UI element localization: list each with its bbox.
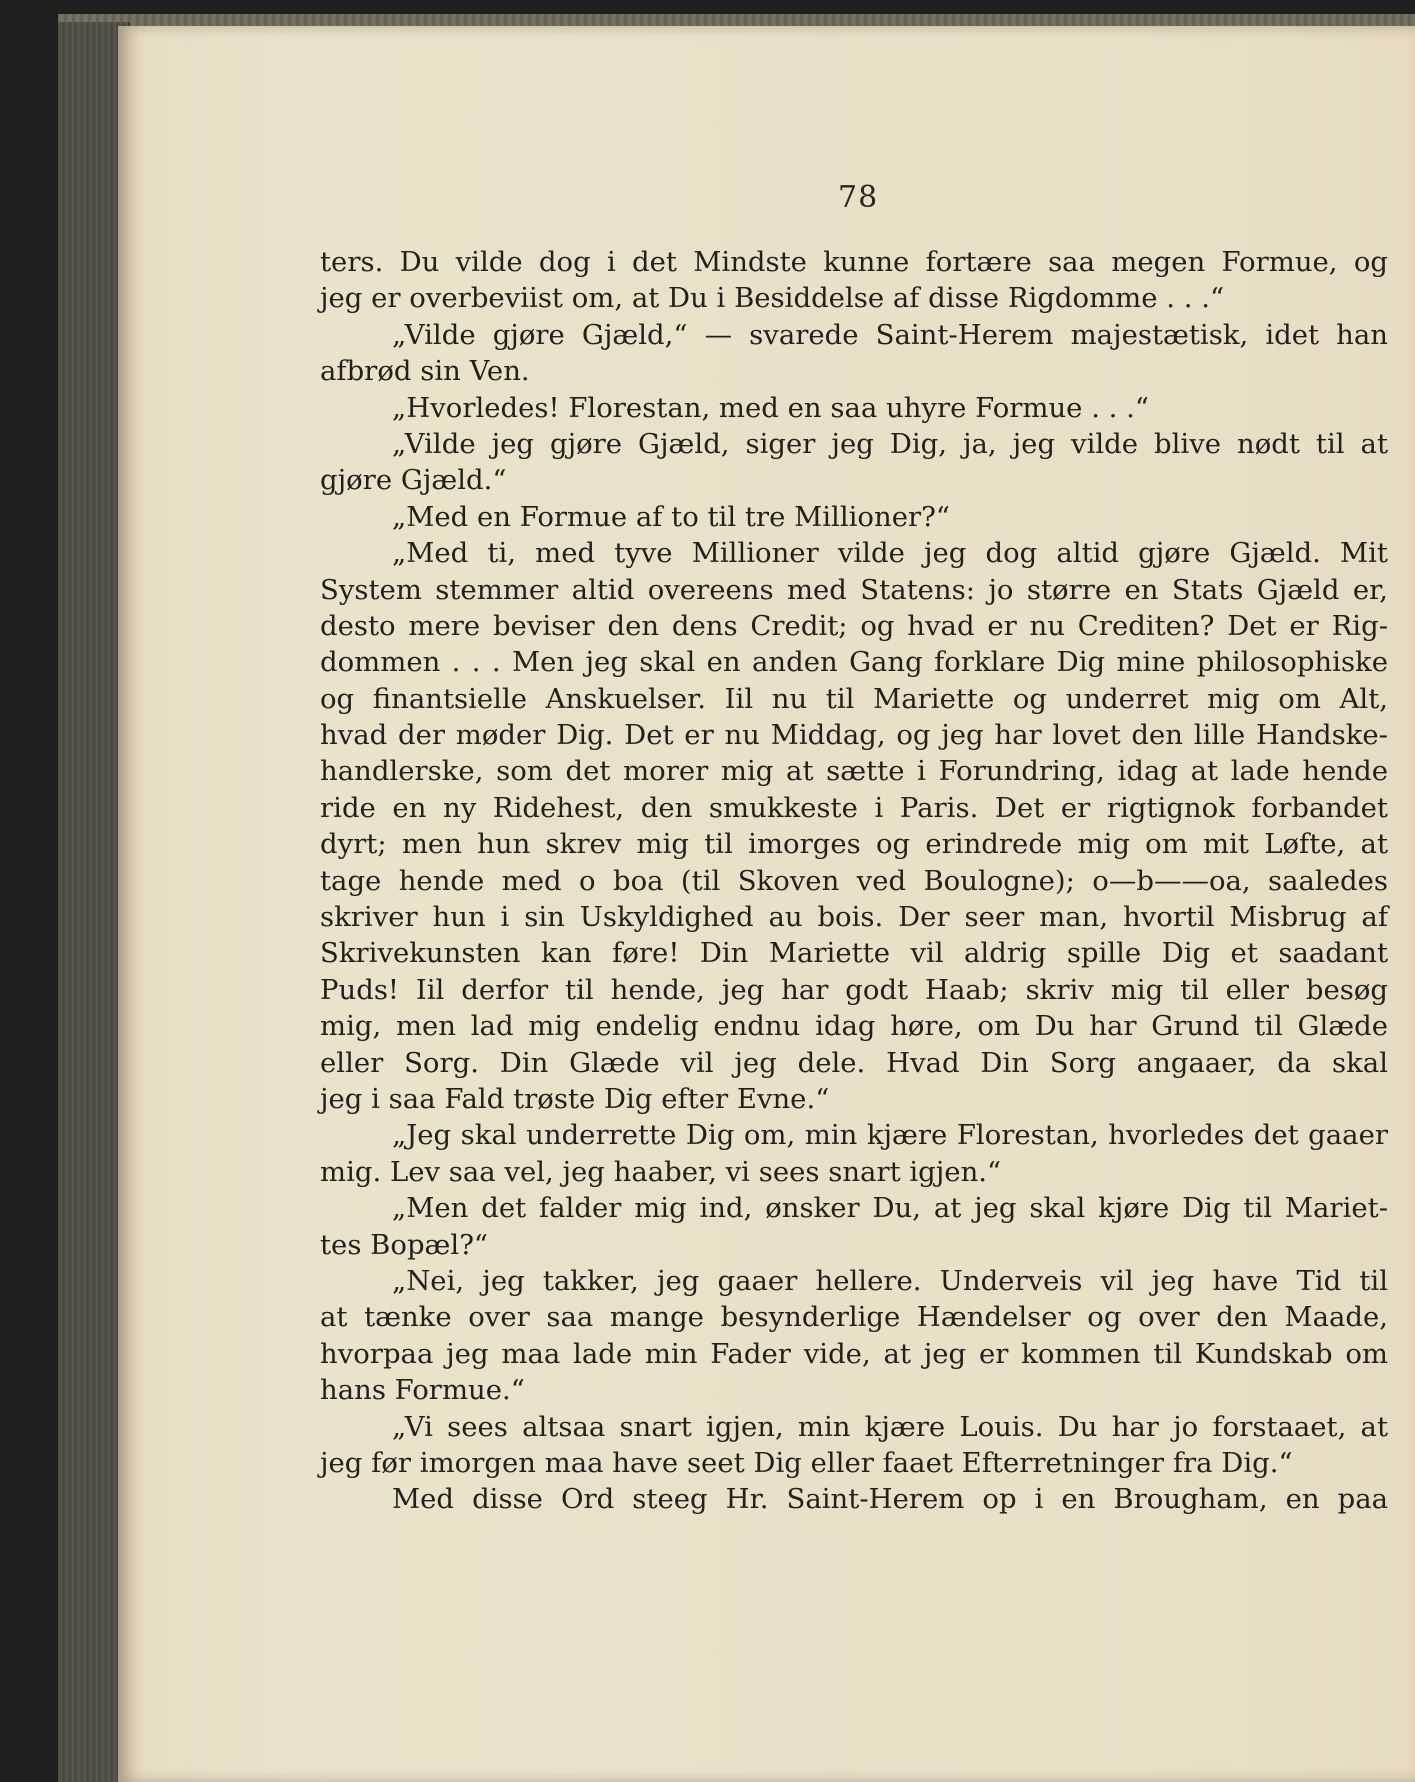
text-line: at tænke over saa mange besynderlige Hændelser og over den Maade, — [320, 1301, 1388, 1334]
text-line: „Jeg skal underrette Dig om, min kjære Florestan, hvorledes det gaaer — [392, 1119, 1388, 1152]
text-line: mig, men lad mig endelig endnu idag høre, om Du har Grund til Glæde — [320, 1010, 1388, 1043]
text-line: dyrt; men hun skrev mig til imorges og erindrede mig om mit Løfte, at — [320, 828, 1388, 861]
text-line: tes Bopæl?“ — [320, 1228, 488, 1261]
text-line: „Med en Formue af to til tre Millioner?“ — [392, 500, 950, 533]
text-line: skriver hun i sin Uskyldighed au bois. Der seer man, hvortil Misbrug af — [320, 901, 1388, 934]
body-text — [320, 244, 1388, 1518]
text-line: desto mere beviser den dens Credit; og hvad er nu Crediten? Det er Rig- — [320, 609, 1388, 642]
text-line: „Nei, jeg takker, jeg gaaer hellere. Underveis vil jeg have Tid til — [392, 1264, 1388, 1297]
text-line: ters. Du vilde dog i det Mindste kunne fortære saa megen Formue, og — [320, 246, 1388, 278]
text-line: hans Formue.“ — [320, 1374, 525, 1407]
text-line: Med disse Ord steeg Hr. Saint-Herem op i en Brougham, en paa — [392, 1483, 1388, 1516]
text-line: dommen . . . Men jeg skal en anden Gang forklare Dig mine philosophiske — [320, 646, 1388, 679]
text-line: handlerske, som det morer mig at sætte i Forundring, idag at lade hende — [320, 755, 1388, 788]
text-line: jeg er overbeviist om, at Du i Besiddelse af disse Rigdomme . . .“ — [320, 282, 1225, 315]
text-line: Skrivekunsten kan føre! Din Mariette vil aldrig spille Dig et saadant — [320, 937, 1388, 970]
text-line: „Hvorledes! Florestan, med en saa uhyre Formue . . .“ — [392, 391, 1149, 424]
text-line: ride en ny Ridehest, den smukkeste i Paris. Det er rigtignok forbandet — [320, 791, 1388, 824]
text-line: hvorpaa jeg maa lade min Fader vide, at jeg er kommen til Kundskab om — [320, 1337, 1388, 1370]
page-number: 78 — [838, 180, 879, 215]
text-line: afbrød sin Ven. — [320, 355, 530, 388]
text-line: „Med ti, med tyve Millioner vilde jeg dog altid gjøre Gjæld. Mit — [392, 537, 1388, 570]
text-line: eller Sorg. Din Glæde vil jeg dele. Hvad Din Sorg angaaer, da skal — [320, 1046, 1388, 1079]
text-line: jeg i saa Fald trøste Dig efter Evne.“ — [320, 1082, 830, 1115]
text-line: gjøre Gjæld.“ — [320, 464, 507, 497]
text-line: Puds! Iil derfor til hende, jeg har godt Haab; skriv mig til eller besøg — [320, 973, 1388, 1006]
text-line: „Men det falder mig ind, ønsker Du, at jeg skal kjøre Dig til Mariet- — [392, 1192, 1388, 1225]
text-line: mig. Lev saa vel, jeg haaber, vi sees snart igjen.“ — [320, 1155, 1002, 1188]
text-line: jeg før imorgen maa have seet Dig eller faaet Efterretninger fra Dig.“ — [320, 1446, 1293, 1479]
text-line: „Vilde jeg gjøre Gjæld, siger jeg Dig, ja, jeg vilde blive nødt til at — [392, 427, 1388, 460]
text-line: tage hende med o boa (til Skoven ved Boulogne); o—b——oa, saaledes — [320, 864, 1388, 897]
text-line: og finantsielle Anskuelser. Iil nu til Mariette og underret mig om Alt, — [320, 682, 1388, 715]
text-line: System stemmer altid overeens med Statens: jo større en Stats Gjæld er, — [320, 573, 1388, 606]
book-top-edge — [58, 14, 1415, 26]
text-line: „Vilde gjøre Gjæld,“ — svarede Saint-Herem majestætisk, idet han — [392, 318, 1388, 351]
text-line: „Vi sees altsaa snart igjen, min kjære Louis. Du har jo forstaaet, at — [392, 1410, 1388, 1443]
text-line: hvad der møder Dig. Det er nu Middag, og jeg har lovet den lille Handske- — [320, 719, 1388, 752]
